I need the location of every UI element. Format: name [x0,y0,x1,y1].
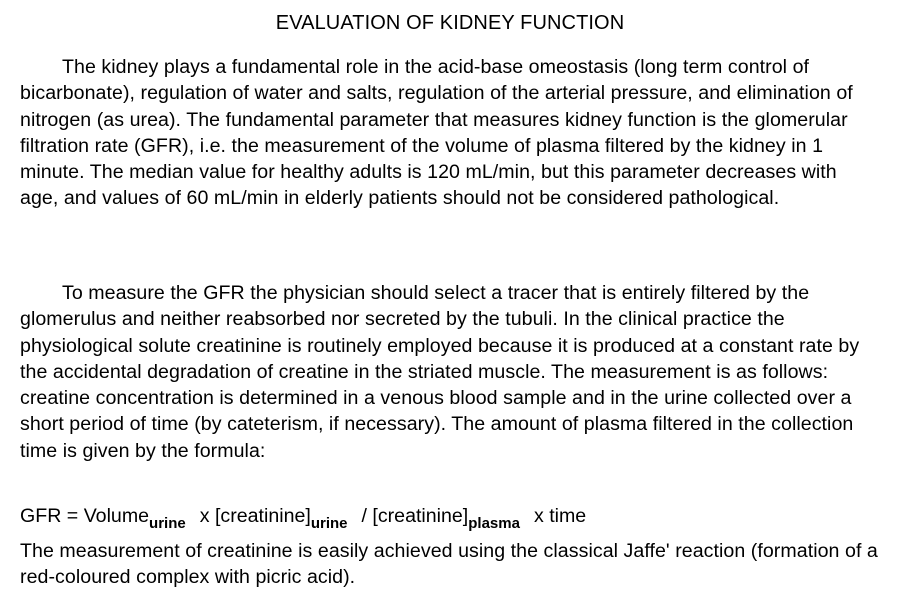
formula-sub-plasma: plasma [468,515,520,532]
paragraph-gfr-measurement: To measure the GFR the physician should select a tracer that is entirely filtered by the glomerulus and neither reabsorbed nor secreted by the tubuli. In the clinical practice the physiological solute creatinine is routinely employed because it is produced at a constant rate by the accidental degradation of creatine in the striated muscle. The measurement is as follows: creatine concentration is determined in a venous blood sample and in the urine collected over a short period of time (by cateterism, if necessary). The amount of plasma filtered in the collection time is given by the formula: [20,282,860,462]
gfr-formula [20,503,587,532]
formula-times-time: x time [533,505,587,527]
paragraph-kidney-role: The kidney plays a fundamental role in the acid-base omeostasis (long term control of bicarbonate), regulation of water and salts, regulation of the arterial pressure, and elimination of nitrogen (as urea). The fundamental parameter that measures kidney function is the glomerular filtration rate (GFR), i.e. the measurement of the volume of plasma filtered by the kidney in 1 minute. The median value for healthy adults is 120 mL/min, but this parameter decreases with age, and values of 60 mL/min in elderly patients should not be considered pathological. [20,56,853,210]
formula-divide-creatinine: / [creatinine] [361,505,469,527]
paragraph-jaffe-reaction: The measurement of creatinine is easily achieved using the classical Jaffe' reaction (formation of a red-coloured complex with picric acid). [20,540,878,589]
page-title: EVALUATION OF KIDNEY FUNCTION [275,12,625,34]
formula-sub-urine-1: urine [149,515,186,532]
formula-lhs: GFR = Volume [20,505,150,527]
formula-sub-urine-2: urine [310,515,348,532]
formula-times-creatinine: x [creatinine] [199,505,311,527]
